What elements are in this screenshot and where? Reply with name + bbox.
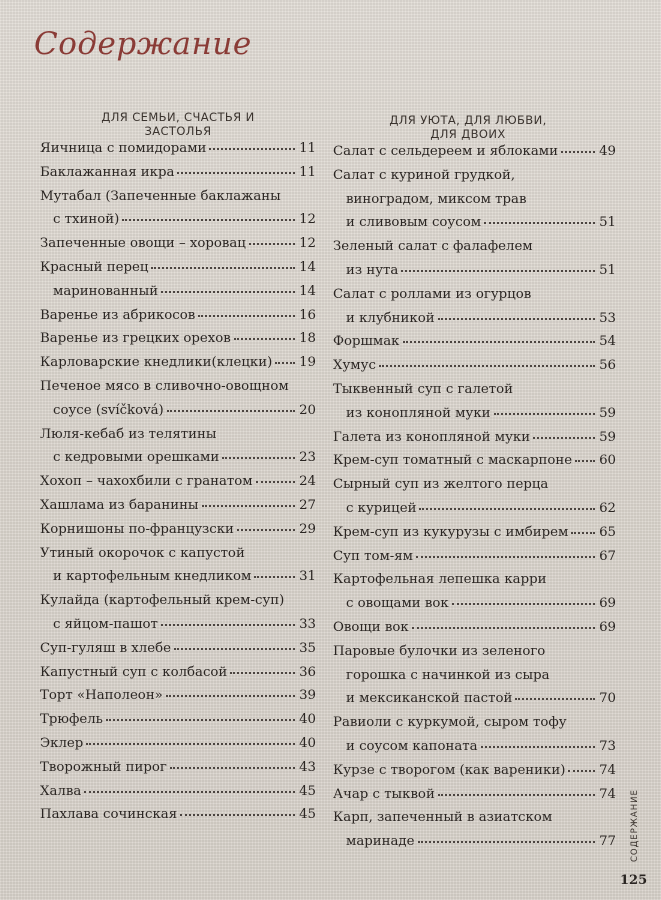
toc-page-number: 19	[299, 355, 316, 371]
toc-entry-title: с курицей	[346, 500, 417, 516]
toc-page-number: 51	[599, 262, 616, 278]
toc-entry-line	[40, 331, 316, 355]
toc-entry	[40, 593, 316, 641]
dot-leader	[438, 318, 595, 320]
toc-entry-line	[333, 192, 616, 216]
dot-leader	[568, 770, 595, 772]
dot-leader	[484, 222, 595, 224]
toc-entry-title: с яйцом-пашот	[53, 616, 158, 632]
toc-entry-title: Торт «Наполеон»	[40, 688, 163, 704]
dot-leader	[174, 648, 295, 650]
dot-leader	[571, 532, 595, 534]
page-number: 125	[620, 873, 648, 888]
toc-entry-title: с кедровыми орешками	[53, 450, 220, 466]
toc-entry-title: маринованный	[53, 283, 159, 299]
dot-leader	[379, 365, 595, 367]
toc-entry-line	[333, 644, 616, 668]
toc-page-number: 31	[299, 569, 316, 585]
toc-entry-title: Суп-гуляш в хлебе	[40, 640, 171, 656]
toc-entry-line	[40, 379, 316, 403]
left-column-heading: ДЛЯ СЕМЬИ, СЧАСТЬЯ И ЗАСТОЛЬЯ	[101, 110, 255, 138]
toc-entry-title: Эклер	[40, 735, 84, 751]
toc-entry	[40, 641, 316, 665]
toc-entry	[40, 141, 316, 165]
toc-entry-line	[40, 641, 316, 665]
toc-page-number: 45	[299, 807, 316, 823]
toc-page-number: 39	[299, 688, 316, 704]
toc-entry-line	[333, 620, 616, 644]
dot-leader	[166, 695, 295, 697]
toc-entry-title: Суп том-ям	[333, 548, 414, 564]
toc-entry	[333, 525, 616, 549]
toc-page-number: 65	[599, 524, 616, 540]
toc-page-number: 45	[299, 783, 316, 799]
toc-entry-title: Форшмак	[333, 334, 400, 350]
toc-entry-line	[40, 617, 316, 641]
toc-page-number: 54	[599, 334, 616, 350]
toc-entry	[40, 498, 316, 522]
toc-entry-title: Печеное мясо в сливочно-овощном	[40, 378, 289, 394]
toc-entry-title: соусе (svíčková)	[53, 402, 164, 418]
dot-leader	[561, 151, 595, 153]
toc-entry-title: Красный перец	[40, 259, 149, 275]
toc-entry-line	[40, 498, 316, 522]
toc-entry	[333, 382, 616, 430]
toc-entry-title: маринаде	[346, 834, 415, 850]
toc-entry-line	[40, 308, 316, 332]
toc-entry-title: горошка с начинкой из сыра	[346, 667, 550, 683]
dot-leader	[256, 481, 295, 483]
toc-entry-line	[40, 474, 316, 498]
toc-entry-title: с тхиной)	[53, 212, 120, 228]
toc-entry-title: Хохоп – чахохбили с гранатом	[40, 474, 253, 490]
dot-leader	[575, 460, 595, 462]
toc-page-number: 62	[599, 500, 616, 516]
toc-page-number: 59	[599, 429, 616, 445]
toc-entry	[333, 334, 616, 358]
toc-entry-line	[40, 403, 316, 427]
dot-leader	[230, 672, 295, 674]
dot-leader	[401, 270, 595, 272]
toc-entry-title: Яичница с помидорами	[40, 141, 207, 156]
toc-entry-title: Салат с куриной грудкой,	[333, 167, 516, 183]
toc-entry-title: Хумус	[333, 358, 376, 374]
toc-entry	[40, 688, 316, 712]
toc-page-number: 11	[299, 164, 316, 180]
toc-page-number: 40	[299, 712, 316, 728]
toc-entry-title: из конопляной муки	[346, 405, 491, 421]
left-column	[40, 110, 316, 831]
toc-page-number: 23	[299, 450, 316, 466]
toc-entry	[40, 427, 316, 475]
dot-leader	[177, 172, 295, 174]
toc-entry-title: Салат с сельдереем и яблоками	[333, 144, 558, 159]
toc-entry-line	[333, 406, 616, 430]
toc-entry-title: Равиоли с куркумой, сыром тофу	[333, 715, 567, 731]
toc-entry	[40, 355, 316, 379]
toc-entry-line	[333, 382, 616, 406]
dot-leader	[275, 362, 295, 364]
toc-entry-title: Ачар с тыквой	[333, 786, 435, 802]
toc-entry	[333, 358, 616, 382]
toc-entry-title: виноградом, миксом трав	[346, 191, 527, 207]
toc-entry-line	[40, 784, 316, 808]
toc-entry-title: Паровые булочки из зеленого	[333, 643, 546, 659]
toc-entry-line	[333, 334, 616, 358]
toc-page-number: 70	[599, 691, 616, 707]
toc-entry-line	[40, 212, 316, 236]
dot-leader	[198, 315, 295, 317]
toc-entry-line	[333, 168, 616, 192]
toc-entry	[40, 189, 316, 237]
dot-leader	[151, 267, 295, 269]
toc-page-number: 36	[299, 664, 316, 680]
toc-entry	[40, 236, 316, 260]
right-column	[333, 110, 616, 858]
toc-entry-title: Овощи вок	[333, 619, 409, 635]
toc-entry	[333, 453, 616, 477]
toc-entry	[40, 308, 316, 332]
toc-entry-line	[40, 236, 316, 260]
toc-entry	[40, 665, 316, 689]
toc-page-number: 74	[599, 786, 616, 802]
toc-entry-line	[40, 141, 316, 165]
dot-leader	[416, 556, 595, 558]
toc-entry-title: Запеченные овощи – хоровац	[40, 236, 246, 252]
toc-entry-line	[333, 834, 616, 858]
toc-entry-line	[40, 189, 316, 213]
toc-entry-title: Крем-суп из кукурузы с имбирем	[333, 524, 569, 540]
toc-entry-title: Курзе с творогом (как вареники)	[333, 762, 566, 778]
toc-entry	[333, 239, 616, 287]
toc-entry-title: Мутабал (Запеченные баклажаны	[40, 188, 281, 204]
left-entries-list	[40, 141, 316, 831]
toc-entry-line	[333, 215, 616, 239]
toc-entry-line	[333, 572, 616, 596]
toc-entry-line	[40, 522, 316, 546]
toc-entry-line	[333, 549, 616, 573]
toc-entry-title: Хашлама из баранины	[40, 497, 199, 513]
toc-entry-title: Карловарские кнедлики(клецки)	[40, 355, 273, 371]
dot-leader	[452, 603, 595, 605]
toc-entry-title: Салат с роллами из огурцов	[333, 286, 532, 302]
toc-entry	[40, 807, 316, 831]
toc-entry-title: Трюфель	[40, 712, 103, 728]
toc-entry-title: Капустный суп с колбасой	[40, 664, 228, 680]
toc-page-number: 69	[599, 596, 616, 612]
toc-entry	[333, 763, 616, 787]
toc-page-number: 16	[299, 307, 316, 323]
toc-entry-title: Корнишоны по-французски	[40, 521, 234, 537]
toc-entry-line	[333, 358, 616, 382]
toc-page-number: 67	[599, 548, 616, 564]
toc-page-number: 77	[599, 834, 616, 850]
toc-entry-line	[333, 715, 616, 739]
toc-entry-line	[333, 501, 616, 525]
toc-entry-line	[40, 760, 316, 784]
toc-entry-title: и мексиканской пастой	[346, 691, 513, 707]
toc-entry	[333, 430, 616, 454]
toc-entry	[40, 736, 316, 760]
toc-entry-title: Крем-суп томатный с маскарпоне	[333, 453, 573, 469]
toc-entry-line	[333, 477, 616, 501]
toc-page-number: 14	[299, 259, 316, 275]
toc-entry	[333, 144, 616, 168]
toc-entry-line	[333, 239, 616, 263]
dot-leader	[237, 529, 295, 531]
toc-entry	[40, 760, 316, 784]
toc-entry	[40, 379, 316, 427]
toc-entry	[40, 522, 316, 546]
right-entries-list	[333, 144, 616, 858]
dot-leader	[481, 746, 595, 748]
toc-page-number: 59	[599, 405, 616, 421]
right-column-heading: ДЛЯ УЮТА, ДЛЯ ЛЮБВИ, ДЛЯ ДВОИХ	[389, 113, 547, 141]
dot-leader	[222, 457, 295, 459]
toc-entry-line	[333, 810, 616, 834]
toc-page-number: 40	[299, 735, 316, 751]
toc-entry-line	[40, 450, 316, 474]
dot-leader	[419, 508, 595, 510]
toc-entry-title: Варенье из абрикосов	[40, 307, 196, 323]
toc-page-number: 69	[599, 619, 616, 635]
dot-leader	[533, 437, 595, 439]
toc-entry-title: с овощами вок	[346, 596, 449, 612]
toc-entry-line	[333, 763, 616, 787]
toc-page-number: 51	[599, 215, 616, 231]
toc-entry	[333, 787, 616, 811]
toc-entry-line	[40, 807, 316, 831]
toc-entry-title: Картофельная лепешка карри	[333, 572, 547, 588]
dot-leader	[86, 743, 295, 745]
toc-page-number: 35	[299, 640, 316, 656]
toc-entry-title: Варенье из грецких орехов	[40, 331, 231, 347]
toc-entry-line	[333, 691, 616, 715]
toc-page-number: 73	[599, 738, 616, 754]
toc-entry	[40, 546, 316, 594]
toc-entry-line	[333, 144, 616, 168]
toc-entry-line	[40, 688, 316, 712]
toc-entry-title: Люля-кебаб из телятины	[40, 426, 217, 442]
toc-entry	[40, 331, 316, 355]
toc-entry-line	[40, 165, 316, 189]
side-section-label: СОДЕРЖАНИЕ	[630, 789, 640, 862]
dot-leader	[84, 791, 295, 793]
toc-entry-line	[333, 287, 616, 311]
toc-entry-line	[333, 525, 616, 549]
toc-page-number: 60	[599, 453, 616, 469]
toc-entry-title: Баклажанная икра	[40, 164, 175, 180]
toc-entry-line	[333, 453, 616, 477]
toc-entry	[40, 260, 316, 284]
dot-leader	[494, 413, 595, 415]
toc-entry-line	[40, 260, 316, 284]
dot-leader	[412, 627, 595, 629]
toc-entry	[40, 474, 316, 498]
toc-entry-line	[40, 665, 316, 689]
dot-leader	[254, 576, 295, 578]
dot-leader	[180, 814, 295, 816]
toc-page-number: 74	[599, 762, 616, 778]
toc-entry-title: Творожный пирог	[40, 759, 167, 775]
toc-entry-title: Галета из конопляной муки	[333, 429, 531, 445]
toc-entry-title: и клубникой	[346, 310, 435, 326]
toc-page-number: 56	[599, 358, 616, 374]
toc-page-number: 11	[299, 141, 316, 156]
toc-entry	[333, 287, 616, 335]
toc-entry-line	[333, 596, 616, 620]
toc-page-number: 20	[299, 402, 316, 418]
dot-leader	[403, 341, 596, 343]
toc-entry-title: из нута	[346, 262, 399, 278]
toc-entry	[333, 715, 616, 763]
toc-entry-line	[40, 284, 316, 308]
toc-entry-title: и картофельным кнедликом	[53, 569, 252, 585]
toc-entry-title: Утиный окорочок с капустой	[40, 545, 245, 561]
dot-leader	[418, 841, 596, 843]
dot-leader	[167, 410, 295, 412]
toc-entry-title: Тыквенный суп с галетой	[333, 381, 513, 397]
toc-entry-title: и соусом капоната	[346, 738, 478, 754]
toc-entry-title: Кулайда (картофельный крем-суп)	[40, 593, 285, 609]
toc-page-number: 29	[299, 521, 316, 537]
toc-page-number: 43	[299, 759, 316, 775]
page-title: Содержание	[34, 26, 252, 62]
dot-leader	[161, 624, 295, 626]
dot-leader	[170, 767, 295, 769]
toc-page-number: 24	[299, 474, 316, 490]
toc-entry-line	[40, 593, 316, 617]
toc-page-number: 53	[599, 310, 616, 326]
toc-entry-line	[40, 355, 316, 379]
toc-entry-line	[333, 430, 616, 454]
dot-leader	[161, 291, 295, 293]
toc-page-number: 33	[299, 616, 316, 632]
toc-page-number: 12	[299, 212, 316, 228]
toc-entry-line	[40, 569, 316, 593]
toc-entry-title: Карп, запеченный в азиатском	[333, 810, 553, 826]
toc-entry-line	[40, 546, 316, 570]
dot-leader	[515, 698, 595, 700]
dot-leader	[249, 243, 295, 245]
dot-leader	[106, 719, 295, 721]
toc-entry	[333, 168, 616, 239]
dot-leader	[438, 794, 595, 796]
toc-entry	[40, 284, 316, 308]
toc-entry-line	[333, 739, 616, 763]
toc-entry-title: и сливовым соусом	[346, 215, 482, 231]
toc-entry-line	[333, 263, 616, 287]
toc-entry-title: Зеленый салат с фалафелем	[333, 239, 533, 255]
toc-entry	[333, 549, 616, 573]
toc-page-number: 27	[299, 497, 316, 513]
dot-leader	[122, 219, 295, 221]
toc-page-number: 18	[299, 331, 316, 347]
toc-entry-title: Пахлава сочинская	[40, 807, 178, 823]
toc-entry	[333, 572, 616, 620]
toc-entry-title: Сырный суп из желтого перца	[333, 477, 549, 493]
toc-page-number: 12	[299, 236, 316, 252]
toc-entry	[333, 620, 616, 644]
toc-entry-line	[40, 427, 316, 451]
toc-page-number: 49	[599, 144, 616, 159]
toc-entry	[333, 644, 616, 715]
toc-entry-line	[40, 736, 316, 760]
toc-entry	[333, 810, 616, 858]
toc-page-number: 14	[299, 283, 316, 299]
toc-entry-line	[333, 311, 616, 335]
dot-leader	[234, 338, 295, 340]
dot-leader	[209, 148, 295, 150]
toc-entry	[333, 477, 616, 525]
toc-entry	[40, 712, 316, 736]
dot-leader	[202, 505, 295, 507]
toc-entry	[40, 165, 316, 189]
toc-entry-title: Халва	[40, 783, 82, 799]
toc-entry-line	[333, 668, 616, 692]
toc-entry-line	[40, 712, 316, 736]
toc-entry-line	[333, 787, 616, 811]
toc-entry	[40, 784, 316, 808]
